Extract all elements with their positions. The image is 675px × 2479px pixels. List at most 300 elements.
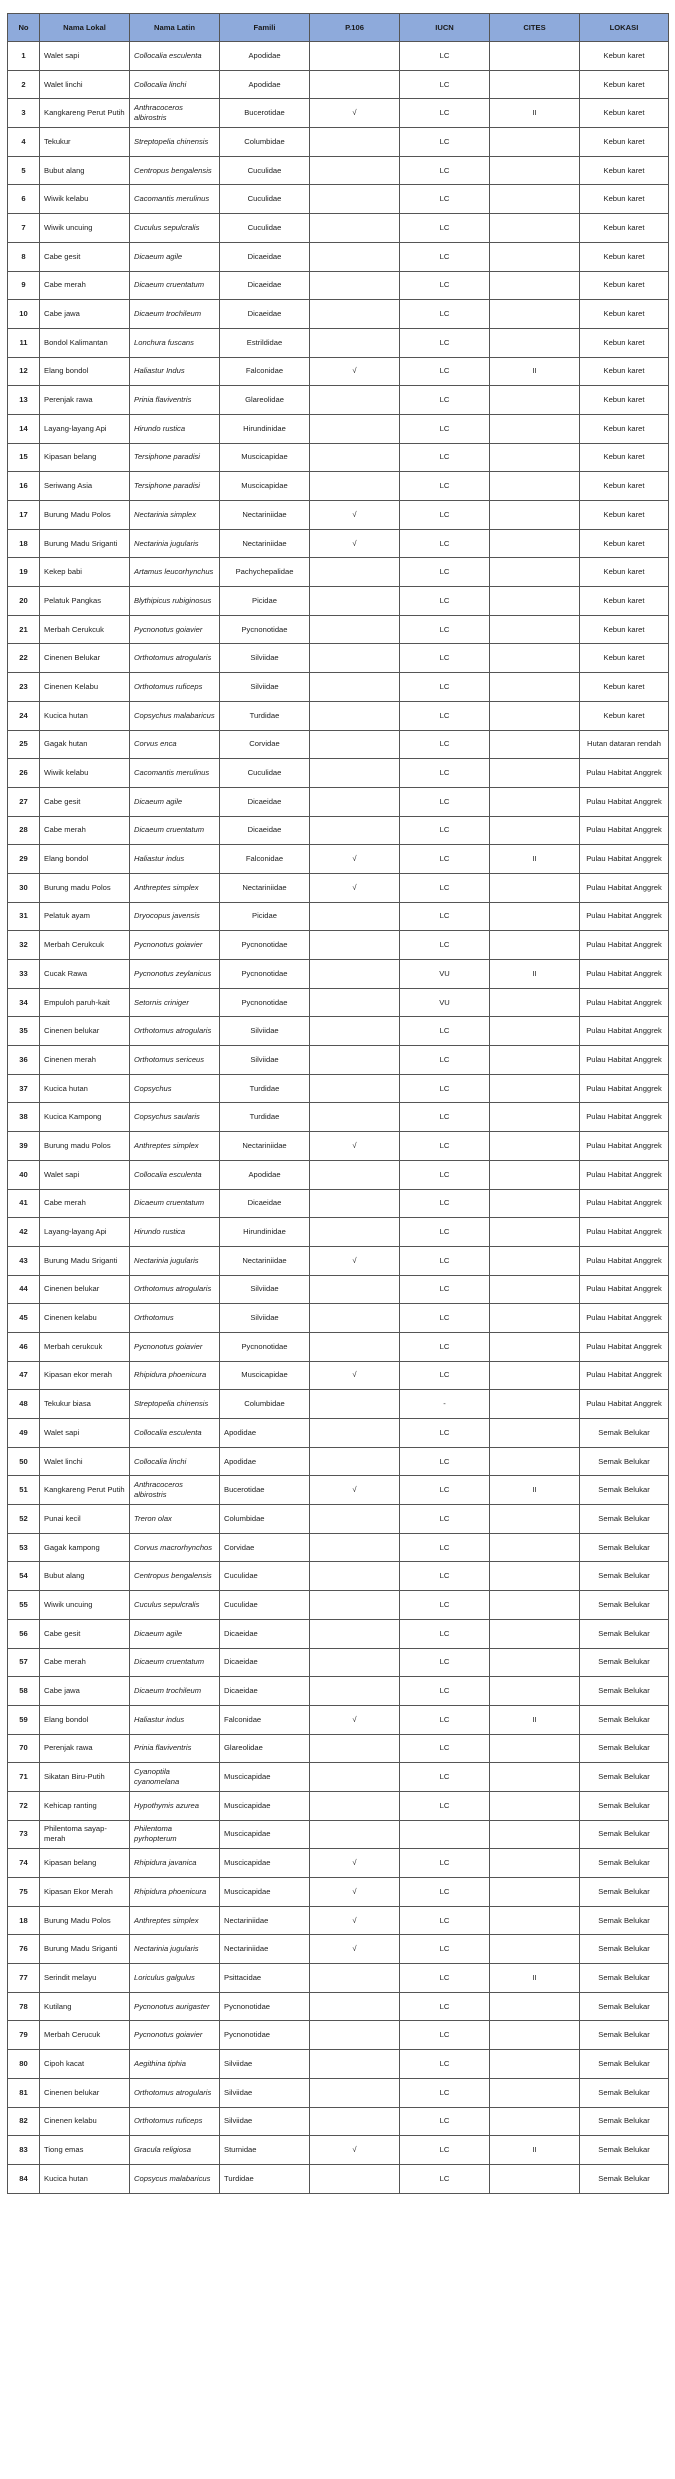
cell-no: 1	[8, 42, 40, 71]
table-row	[8, 1304, 669, 1333]
cell-iucn: LC	[400, 558, 490, 587]
cell-no: 43	[8, 1246, 40, 1275]
table-row	[8, 2021, 669, 2050]
cell-p106: √	[310, 873, 400, 902]
cell-p106	[310, 931, 400, 960]
header-row	[8, 14, 669, 42]
cell-nama-lokal: Cinenen kelabu	[40, 2107, 130, 2136]
cell-no: 9	[8, 271, 40, 300]
cell-cites	[490, 70, 580, 99]
cell-p106: √	[310, 1906, 400, 1935]
cell-lokasi: Pulau Habitat Anggrek	[580, 816, 669, 845]
cell-no: 21	[8, 615, 40, 644]
cell-famili: Psittacidae	[220, 1964, 310, 1993]
table-row	[8, 1935, 669, 1964]
cell-nama-lokal: Cinenen belukar	[40, 1017, 130, 1046]
cell-nama-lokal: Kipasan ekor merah	[40, 1361, 130, 1390]
cell-p106	[310, 1332, 400, 1361]
cell-cites	[490, 701, 580, 730]
cell-lokasi: Kebun karet	[580, 615, 669, 644]
cell-iucn: LC	[400, 1763, 490, 1792]
cell-lokasi: Pulau Habitat Anggrek	[580, 1332, 669, 1361]
cell-nama-latin: Collocalia linchi	[130, 1447, 220, 1476]
cell-cites: II	[490, 1705, 580, 1734]
table-row	[8, 185, 669, 214]
cell-no: 51	[8, 1476, 40, 1505]
cell-nama-latin: Pycnonotus goiavier	[130, 931, 220, 960]
header-nama-latin: Nama Latin	[130, 14, 220, 42]
cell-nama-latin: Dicaeum agile	[130, 242, 220, 271]
cell-p106	[310, 1189, 400, 1218]
cell-iucn: LC	[400, 501, 490, 530]
cell-nama-lokal: Empuloh paruh-kait	[40, 988, 130, 1017]
cell-nama-latin: Anthreptes simplex	[130, 873, 220, 902]
cell-p106: √	[310, 99, 400, 128]
cell-iucn: LC	[400, 1160, 490, 1189]
cell-no: 41	[8, 1189, 40, 1218]
cell-famili: Silviidae	[220, 2078, 310, 2107]
cell-lokasi: Semak Belukar	[580, 1820, 669, 1849]
cell-iucn: LC	[400, 1591, 490, 1620]
cell-lokasi: Kebun karet	[580, 128, 669, 157]
cell-nama-latin: Prinia flaviventris	[130, 386, 220, 415]
cell-no: 2	[8, 70, 40, 99]
cell-famili: Dicaeidae	[220, 1648, 310, 1677]
cell-famili: Apodidae	[220, 1419, 310, 1448]
cell-iucn: LC	[400, 845, 490, 874]
cell-famili: Dicaeidae	[220, 242, 310, 271]
table-row	[8, 42, 669, 71]
header-nama-lokal: Nama Lokal	[40, 14, 130, 42]
cell-iucn: LC	[400, 1619, 490, 1648]
cell-cites	[490, 759, 580, 788]
cell-nama-latin: Aegithina tiphia	[130, 2050, 220, 2079]
cell-no: 58	[8, 1677, 40, 1706]
cell-nama-lokal: Sikatan Biru-Putih	[40, 1763, 130, 1792]
cell-nama-lokal: Cabe merah	[40, 271, 130, 300]
cell-p106	[310, 1992, 400, 2021]
cell-lokasi: Pulau Habitat Anggrek	[580, 1218, 669, 1247]
cell-iucn: LC	[400, 1505, 490, 1534]
cell-iucn: LC	[400, 300, 490, 329]
cell-iucn: LC	[400, 1275, 490, 1304]
cell-cites	[490, 2078, 580, 2107]
cell-cites	[490, 673, 580, 702]
cell-famili: Dicaeidae	[220, 1677, 310, 1706]
cell-cites	[490, 988, 580, 1017]
cell-cites	[490, 214, 580, 243]
cell-nama-latin: Collocalia esculenta	[130, 42, 220, 71]
cell-famili: Apodidae	[220, 70, 310, 99]
cell-no: 71	[8, 1763, 40, 1792]
cell-cites	[490, 1677, 580, 1706]
cell-nama-lokal: Walet linchi	[40, 1447, 130, 1476]
cell-famili: Nectariniidae	[220, 1906, 310, 1935]
cell-p106	[310, 414, 400, 443]
cell-cites: II	[490, 2136, 580, 2165]
cell-p106	[310, 902, 400, 931]
cell-iucn: LC	[400, 1878, 490, 1907]
cell-nama-lokal: Pelatuk Pangkas	[40, 587, 130, 616]
cell-no: 80	[8, 2050, 40, 2079]
cell-nama-lokal: Walet sapi	[40, 42, 130, 71]
cell-p106	[310, 960, 400, 989]
cell-iucn: LC	[400, 1562, 490, 1591]
cell-p106	[310, 1763, 400, 1792]
cell-cites	[490, 1390, 580, 1419]
cell-lokasi: Kebun karet	[580, 386, 669, 415]
cell-p106	[310, 2107, 400, 2136]
cell-lokasi: Semak Belukar	[580, 1849, 669, 1878]
cell-no: 77	[8, 1964, 40, 1993]
cell-famili: Hirundinidae	[220, 414, 310, 443]
cell-nama-lokal: Bondol Kalimantan	[40, 328, 130, 357]
cell-nama-latin: Tersiphone paradisi	[130, 472, 220, 501]
cell-nama-lokal: Cabe gesit	[40, 787, 130, 816]
cell-cites	[490, 1878, 580, 1907]
cell-cites	[490, 2021, 580, 2050]
cell-p106	[310, 1218, 400, 1247]
table-row	[8, 328, 669, 357]
cell-nama-lokal: Kutilang	[40, 1992, 130, 2021]
cell-famili: Bucerotidae	[220, 99, 310, 128]
cell-nama-latin: Dicaeum trochileum	[130, 1677, 220, 1706]
cell-nama-latin: Cyanoptila cyanomelana	[130, 1763, 220, 1792]
cell-nama-latin: Pycnonotus aurigaster	[130, 1992, 220, 2021]
cell-p106	[310, 816, 400, 845]
cell-p106	[310, 1160, 400, 1189]
cell-iucn: LC	[400, 931, 490, 960]
cell-nama-lokal: Burung Madu Sriganti	[40, 529, 130, 558]
cell-p106	[310, 128, 400, 157]
cell-p106	[310, 1791, 400, 1820]
cell-p106	[310, 2164, 400, 2193]
cell-famili: Turdidae	[220, 1074, 310, 1103]
cell-no: 70	[8, 1734, 40, 1763]
cell-p106	[310, 1619, 400, 1648]
cell-no: 25	[8, 730, 40, 759]
cell-lokasi: Kebun karet	[580, 587, 669, 616]
cell-nama-lokal: Tekukur	[40, 128, 130, 157]
cell-nama-latin: Dicaeum trochileum	[130, 300, 220, 329]
cell-cites	[490, 443, 580, 472]
cell-iucn: LC	[400, 2107, 490, 2136]
cell-lokasi: Semak Belukar	[580, 1562, 669, 1591]
cell-iucn: LC	[400, 2050, 490, 2079]
cell-iucn: LC	[400, 443, 490, 472]
cell-lokasi: Pulau Habitat Anggrek	[580, 1074, 669, 1103]
cell-lokasi: Kebun karet	[580, 529, 669, 558]
cell-nama-lokal: Perenjak rawa	[40, 386, 130, 415]
cell-p106: √	[310, 357, 400, 386]
table-row	[8, 214, 669, 243]
cell-nama-lokal: Kucica hutan	[40, 1074, 130, 1103]
cell-cites	[490, 1849, 580, 1878]
cell-lokasi: Kebun karet	[580, 99, 669, 128]
table-row	[8, 2136, 669, 2165]
cell-no: 50	[8, 1447, 40, 1476]
cell-iucn: LC	[400, 1132, 490, 1161]
table-row	[8, 2107, 669, 2136]
cell-iucn: LC	[400, 1964, 490, 1993]
cell-no: 38	[8, 1103, 40, 1132]
cell-nama-latin: Corvus macrorhynchos	[130, 1533, 220, 1562]
cell-cites	[490, 1992, 580, 2021]
table-row	[8, 644, 669, 673]
cell-nama-lokal: Kipasan belang	[40, 443, 130, 472]
cell-cites: II	[490, 357, 580, 386]
cell-no: 16	[8, 472, 40, 501]
table-row	[8, 128, 669, 157]
cell-lokasi: Semak Belukar	[580, 1935, 669, 1964]
cell-p106	[310, 730, 400, 759]
cell-lokasi: Semak Belukar	[580, 2107, 669, 2136]
table-row	[8, 1390, 669, 1419]
cell-cites	[490, 472, 580, 501]
cell-famili: Estrildidae	[220, 328, 310, 357]
cell-p106	[310, 1734, 400, 1763]
table-row	[8, 1591, 669, 1620]
cell-no: 33	[8, 960, 40, 989]
cell-cites	[490, 2164, 580, 2193]
cell-lokasi: Pulau Habitat Anggrek	[580, 1275, 669, 1304]
cell-nama-lokal: Cinenen Kelabu	[40, 673, 130, 702]
cell-no: 52	[8, 1505, 40, 1534]
cell-cites	[490, 2107, 580, 2136]
cell-lokasi: Pulau Habitat Anggrek	[580, 1246, 669, 1275]
cell-nama-lokal: Cabe merah	[40, 1648, 130, 1677]
cell-cites	[490, 386, 580, 415]
cell-famili: Dicaeidae	[220, 300, 310, 329]
cell-nama-lokal: Elang bondol	[40, 357, 130, 386]
cell-nama-lokal: Tekukur biasa	[40, 1390, 130, 1419]
cell-famili: Dicaeidae	[220, 1619, 310, 1648]
cell-famili: Dicaeidae	[220, 1189, 310, 1218]
cell-iucn: LC	[400, 816, 490, 845]
cell-nama-lokal: Layang-layang Api	[40, 1218, 130, 1247]
cell-no: 57	[8, 1648, 40, 1677]
cell-iucn: LC	[400, 615, 490, 644]
cell-famili: Silviidae	[220, 2050, 310, 2079]
cell-p106: √	[310, 1705, 400, 1734]
cell-famili: Muscicapidae	[220, 1361, 310, 1390]
cell-nama-latin: Loriculus galgulus	[130, 1964, 220, 1993]
cell-nama-latin: Anthracoceros albirostris	[130, 99, 220, 128]
cell-nama-latin: Treron olax	[130, 1505, 220, 1534]
cell-no: 49	[8, 1419, 40, 1448]
cell-lokasi: Semak Belukar	[580, 1447, 669, 1476]
cell-nama-latin: Haliastur indus	[130, 1705, 220, 1734]
cell-p106	[310, 156, 400, 185]
cell-famili: Silviidae	[220, 1304, 310, 1333]
cell-p106	[310, 185, 400, 214]
cell-iucn: LC	[400, 644, 490, 673]
cell-lokasi: Semak Belukar	[580, 1505, 669, 1534]
cell-cites	[490, 1246, 580, 1275]
cell-no: 28	[8, 816, 40, 845]
cell-no: 27	[8, 787, 40, 816]
cell-nama-lokal: Cinenen kelabu	[40, 1304, 130, 1333]
cell-p106	[310, 1103, 400, 1132]
cell-cites	[490, 615, 580, 644]
cell-famili: Nectariniidae	[220, 529, 310, 558]
cell-cites	[490, 558, 580, 587]
cell-no: 83	[8, 2136, 40, 2165]
cell-p106	[310, 328, 400, 357]
cell-p106	[310, 759, 400, 788]
cell-iucn: LC	[400, 1677, 490, 1706]
cell-cites	[490, 1820, 580, 1849]
cell-nama-lokal: Philentoma sayap-merah	[40, 1820, 130, 1849]
cell-nama-lokal: Merbah cerukcuk	[40, 1332, 130, 1361]
cell-lokasi: Pulau Habitat Anggrek	[580, 845, 669, 874]
cell-lokasi: Semak Belukar	[580, 2164, 669, 2193]
cell-nama-lokal: Kipasan belang	[40, 1849, 130, 1878]
cell-no: 29	[8, 845, 40, 874]
cell-nama-lokal: Kekep babi	[40, 558, 130, 587]
table-row	[8, 759, 669, 788]
cell-nama-lokal: Serindit melayu	[40, 1964, 130, 1993]
cell-iucn: LC	[400, 414, 490, 443]
cell-nama-lokal: Cipoh kacat	[40, 2050, 130, 2079]
cell-p106	[310, 1820, 400, 1849]
cell-nama-latin: Anthreptes simplex	[130, 1132, 220, 1161]
cell-iucn: LC	[400, 156, 490, 185]
cell-lokasi: Kebun karet	[580, 472, 669, 501]
cell-nama-lokal: Burung Madu Sriganti	[40, 1935, 130, 1964]
cell-nama-latin: Nectarinia jugularis	[130, 1246, 220, 1275]
cell-lokasi: Pulau Habitat Anggrek	[580, 1160, 669, 1189]
cell-cites	[490, 1734, 580, 1763]
table-row	[8, 1648, 669, 1677]
cell-nama-latin: Orthotomus atrogularis	[130, 1017, 220, 1046]
cell-p106: √	[310, 1361, 400, 1390]
cell-p106	[310, 1390, 400, 1419]
cell-nama-latin: Orthotomus	[130, 1304, 220, 1333]
cell-nama-lokal: Gagak hutan	[40, 730, 130, 759]
cell-iucn: LC	[400, 673, 490, 702]
cell-no: 79	[8, 2021, 40, 2050]
cell-famili: Turdidae	[220, 1103, 310, 1132]
cell-iucn: -	[400, 1390, 490, 1419]
table-row	[8, 1246, 669, 1275]
cell-no: 3	[8, 99, 40, 128]
cell-nama-latin: Rhipidura phoenicura	[130, 1878, 220, 1907]
cell-iucn: LC	[400, 1992, 490, 2021]
cell-nama-lokal: Wiwik kelabu	[40, 185, 130, 214]
cell-famili: Turdidae	[220, 2164, 310, 2193]
cell-nama-lokal: Merbah Cerucuk	[40, 2021, 130, 2050]
cell-famili: Apodidae	[220, 1447, 310, 1476]
table-row	[8, 2078, 669, 2107]
cell-famili: Glareolidae	[220, 1734, 310, 1763]
cell-p106	[310, 701, 400, 730]
cell-iucn: LC	[400, 1332, 490, 1361]
cell-famili: Muscicapidae	[220, 1820, 310, 1849]
cell-iucn: LC	[400, 1189, 490, 1218]
cell-iucn: LC	[400, 1419, 490, 1448]
table-row	[8, 1476, 669, 1505]
cell-lokasi: Pulau Habitat Anggrek	[580, 1189, 669, 1218]
table-row	[8, 300, 669, 329]
cell-cites	[490, 1017, 580, 1046]
cell-famili: Columbidae	[220, 128, 310, 157]
table-row	[8, 1964, 669, 1993]
cell-no: 40	[8, 1160, 40, 1189]
cell-famili: Picidae	[220, 587, 310, 616]
cell-no: 26	[8, 759, 40, 788]
cell-iucn: LC	[400, 1734, 490, 1763]
cell-nama-latin: Anthracoceros albirostris	[130, 1476, 220, 1505]
cell-nama-latin: Nectarinia simplex	[130, 501, 220, 530]
cell-iucn: LC	[400, 386, 490, 415]
cell-no: 18	[8, 1906, 40, 1935]
cell-nama-lokal: Cinenen merah	[40, 1046, 130, 1075]
cell-nama-latin: Pycnonotus goiavier	[130, 1332, 220, 1361]
cell-nama-latin: Anthreptes simplex	[130, 1906, 220, 1935]
cell-lokasi: Kebun karet	[580, 673, 669, 702]
cell-lokasi: Semak Belukar	[580, 1619, 669, 1648]
cell-p106	[310, 214, 400, 243]
cell-nama-latin: Copsychus	[130, 1074, 220, 1103]
cell-nama-latin: Cacomantis merulinus	[130, 759, 220, 788]
cell-lokasi: Pulau Habitat Anggrek	[580, 1046, 669, 1075]
cell-iucn: LC	[400, 1304, 490, 1333]
cell-cites	[490, 1074, 580, 1103]
cell-cites: II	[490, 960, 580, 989]
cell-nama-latin: Corvus enca	[130, 730, 220, 759]
cell-iucn: LC	[400, 99, 490, 128]
cell-no: 56	[8, 1619, 40, 1648]
cell-famili: Dicaeidae	[220, 816, 310, 845]
cell-no: 82	[8, 2107, 40, 2136]
cell-nama-latin: Hirundo rustica	[130, 1218, 220, 1247]
cell-iucn: LC	[400, 128, 490, 157]
cell-cites	[490, 1591, 580, 1620]
table-row	[8, 1562, 669, 1591]
cell-lokasi: Semak Belukar	[580, 1734, 669, 1763]
cell-lokasi: Semak Belukar	[580, 1878, 669, 1907]
cell-iucn: LC	[400, 357, 490, 386]
table-row	[8, 1361, 669, 1390]
cell-nama-latin: Blythipicus rubiginosus	[130, 587, 220, 616]
cell-iucn: LC	[400, 1218, 490, 1247]
cell-p106	[310, 1533, 400, 1562]
table-row	[8, 529, 669, 558]
table-row	[8, 960, 669, 989]
cell-iucn: VU	[400, 960, 490, 989]
cell-famili: Hirundinidae	[220, 1218, 310, 1247]
cell-lokasi: Pulau Habitat Anggrek	[580, 1132, 669, 1161]
cell-cites	[490, 1218, 580, 1247]
cell-nama-latin: Pycnonotus goiavier	[130, 615, 220, 644]
cell-lokasi: Pulau Habitat Anggrek	[580, 787, 669, 816]
cell-iucn: LC	[400, 1935, 490, 1964]
cell-nama-latin: Copsycus malabaricus	[130, 2164, 220, 2193]
cell-famili: Pycnonotidae	[220, 931, 310, 960]
cell-p106	[310, 2050, 400, 2079]
cell-famili: Falconidae	[220, 845, 310, 874]
cell-p106	[310, 443, 400, 472]
cell-nama-lokal: Cucak Rawa	[40, 960, 130, 989]
cell-nama-latin: Cacomantis merulinus	[130, 185, 220, 214]
cell-nama-lokal: Burung Madu Sriganti	[40, 1246, 130, 1275]
table-row	[8, 1992, 669, 2021]
table-row	[8, 443, 669, 472]
cell-lokasi: Semak Belukar	[580, 1964, 669, 1993]
table-row	[8, 1074, 669, 1103]
species-table	[7, 13, 669, 2194]
